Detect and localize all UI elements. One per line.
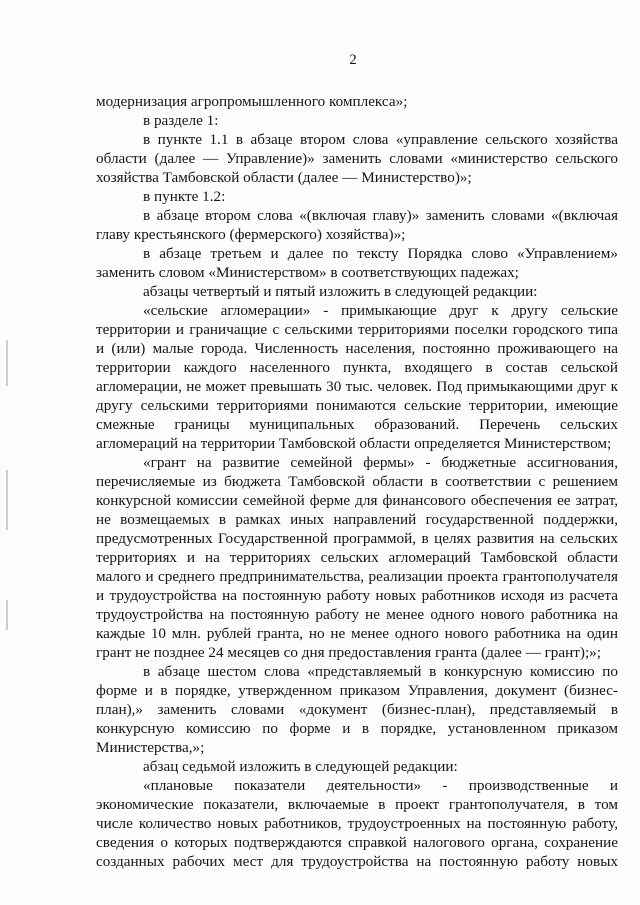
text-line: форме и в порядке, утвержденном приказом Управления, документ (бизнес- (96, 682, 618, 699)
text-line: и трудоустройства на постоянную работу новых работников исходя из расчета (96, 587, 618, 604)
text-line: «грант на развитие семейной фермы» - бюджетные ассигнования, (143, 454, 618, 471)
text-line: в пункте 1.1 в абзаце втором слова «управление сельского хозяйства (143, 131, 618, 148)
text-line: в абзаце втором слова «(включая главу)» заменить словами «(включая (143, 207, 618, 224)
text-line: в абзаце шестом слова «представляемый в конкурсную комиссию по (143, 663, 618, 680)
text-line: в абзаце третьем и далее по тексту Порядка слово «Управлением» (143, 245, 618, 262)
text-line: и (или) малые города. Численность населения, постоянно проживающего на (96, 340, 618, 357)
scan-margin-mark (6, 340, 8, 386)
text-line: не возмещаемых в рамках иных направлений государственной поддержки, (96, 511, 618, 528)
text-line: хозяйства Тамбовской области (далее — Министерство)»; (96, 169, 472, 186)
scan-margin-mark (6, 470, 8, 530)
text-line: абзац седьмой изложить в следующей редакции: (143, 758, 458, 775)
text-line: конкурсную комиссию по форме и в порядке, установленном приказом (96, 720, 618, 737)
text-line: смежные границы муниципальных образований. Перечень сельских (96, 416, 618, 433)
text-line: Министерства,»; (96, 739, 205, 756)
text-line: заменить словом «Министерством» в соответствующих падежах; (96, 264, 519, 281)
text-line: каждые 10 млн. рублей гранта, но не менее одного нового работника на один (96, 625, 618, 642)
text-line: территории каждого населенного пункта, входящего в состав сельской (96, 359, 618, 376)
page-number: 2 (349, 52, 357, 68)
text-line: перечисляемые из бюджета Тамбовской области в соответствии с решением (96, 473, 618, 490)
text-line: территории и граничащие с сельскими территориями поселки городского типа (96, 321, 618, 338)
text-line: «плановые показатели деятельности» - производственные и (143, 777, 618, 794)
text-line: агломераций на территории Тамбовской области определяется Министерством; (96, 435, 612, 452)
text-line: малого и среднего предпринимательства, реализации проекта грантополучателя (96, 568, 618, 585)
text-line: созданных рабочих мест для трудоустройства на постоянную работу новых (96, 853, 618, 870)
text-line: главу крестьянского (фермерского) хозяйства)»; (96, 226, 406, 243)
text-line: в пункте 1.2: (143, 188, 226, 205)
text-line: «сельские агломерации» - примыкающие друг к другу сельские (143, 302, 618, 319)
text-line: другу сельскими территориями понимаются сельские территории, имеющие (96, 397, 618, 414)
text-line: трудоустройства на постоянную работу не менее одного нового работника на (96, 606, 618, 623)
text-line: числе количество новых работников, трудоустроенных на постоянную работу, (96, 815, 618, 832)
text-line: модернизация агропромышленного комплекса»; (96, 93, 408, 110)
text-line: грант не позднее 24 месяцев со дня предоставления гранта (далее — грант);»; (96, 644, 601, 661)
scan-margin-mark (6, 600, 8, 630)
text-line: конкурсной комиссии семейной ферме для финансового обеспечения ее затрат, (96, 492, 618, 509)
text-line: в разделе 1: (143, 112, 219, 129)
text-line: области (далее — Управление)» заменить словами «министерство сельского (96, 150, 618, 167)
text-line: территориях и на территориях сельских агломераций Тамбовской области (96, 549, 618, 566)
text-line: предусмотренных Государственной программой, в целях развития на сельских (96, 530, 618, 547)
text-line: абзацы четвертый и пятый изложить в следующей редакции: (143, 283, 538, 300)
text-line: план),» заменить словами «документ (бизнес-план), представляемый в (96, 701, 618, 718)
text-line: экономические показатели, включаемые в проект грантополучателя, в том (96, 796, 618, 813)
text-line: сведения о которых подтверждаются справкой налогового органа, сохранение (96, 834, 618, 851)
text-line: агломерации, не может превышать 30 тыс. человек. Под примыкающими друг к (96, 378, 618, 395)
document-body (96, 92, 618, 871)
